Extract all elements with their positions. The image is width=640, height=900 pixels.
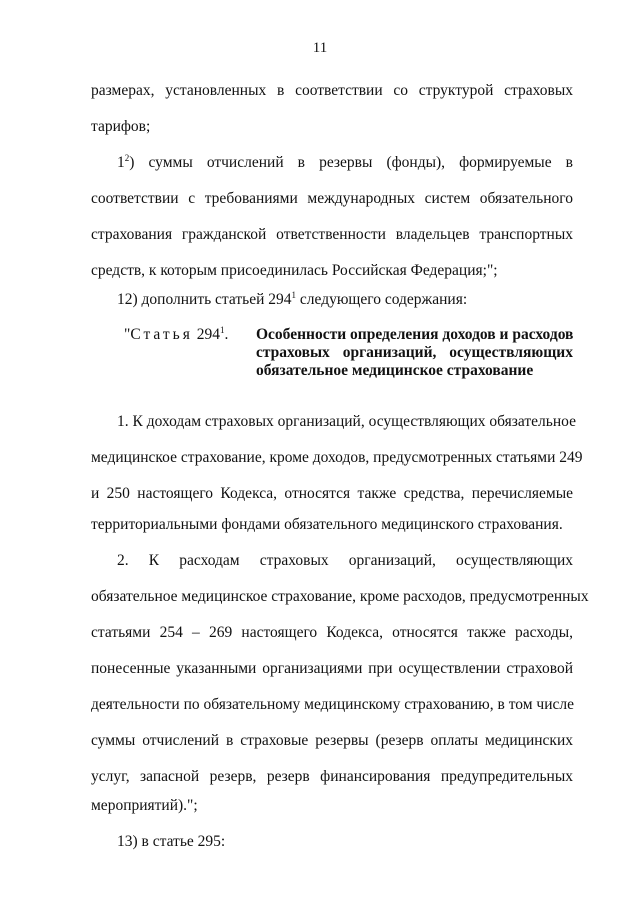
paragraph-3-text-before: 12) дополнить статьей 294 [117,291,292,308]
paragraph-2-line-4: средств, к которым присоединилась Российская Федерация;"; [91,262,498,279]
paragraph-5-line-4: понесенные указанными организациями при осуществлении страховой [91,660,573,677]
paragraph-3-line-1 [117,291,573,309]
article-number-superscript: 1 [291,289,297,300]
paragraph-1-line-2: тарифов; [91,118,151,135]
item-marker-superscript: 2 [124,152,130,163]
item-marker-close: ) [129,154,135,171]
paragraph-2-line-1 [117,154,573,172]
paragraph-5-line-2: обязательное медицинское страхование, кроме расходов, предусмотренных [91,588,589,605]
paragraph-5-line-1: 2. К расходам страховых организаций, осуществляющих [117,552,573,569]
paragraph-2-line-3: страхования гражданской ответственности владельцев транспортных [91,226,573,243]
article-label-dot: . [224,326,229,343]
paragraph-5-line-8: мероприятий)."; [91,797,198,814]
paragraph-5-line-3: статьями 254 – 269 настоящего Кодекса, относятся также расходы, [91,624,573,641]
paragraph-1-line-1: размерах, установленных в соответствии со структурой страховых [91,82,573,99]
paragraph-4-line-3: и 250 настоящего Кодекса, относятся также средства, перечисляемые [91,485,573,502]
paragraph-2-line-1-text: суммы отчислений в резервы (фонды), формируемые в [134,154,573,171]
paragraph-4-line-2: медицинское страхование, кроме доходов, предусмотренных статьями 249 [91,449,583,466]
item-marker: 1 [117,154,125,171]
paragraph-4-line-4: территориальными фондами обязательного медицинского страхования. [91,516,563,533]
paragraph-2-line-2: соответствии с требованиями международных систем обязательного [91,190,573,207]
article-label-number: 294 [192,326,221,343]
article-label-superscript: 1 [220,324,225,335]
paragraph-5-line-7: услуг, запасной резерв, резерв финансирования предупредительных [91,768,573,785]
paragraph-5-line-5: деятельности по обязательному медицинскому страхованию, в том числе [91,696,574,713]
article-title-line-3: обязательное медицинское страхование [256,362,534,379]
article-label [124,326,228,344]
paragraph-3-text-after: следующего содержания: [296,291,468,308]
article-label-quote: " [124,326,131,343]
article-label-word: Статья [130,326,193,343]
paragraph-5-line-6: суммы отчислений в страховые резервы (резерв оплаты медицинских [91,732,573,749]
paragraph-4-line-1: 1. К доходам страховых организаций, осуществляющих обязательное [117,413,576,430]
page-number: 11 [312,40,328,56]
paragraph-6-line-1: 13) в статье 295: [117,833,226,850]
article-title-line-2: страховых организаций, осуществляющих [256,344,573,361]
article-title-line-1: Особенности определения доходов и расходов [256,326,574,343]
